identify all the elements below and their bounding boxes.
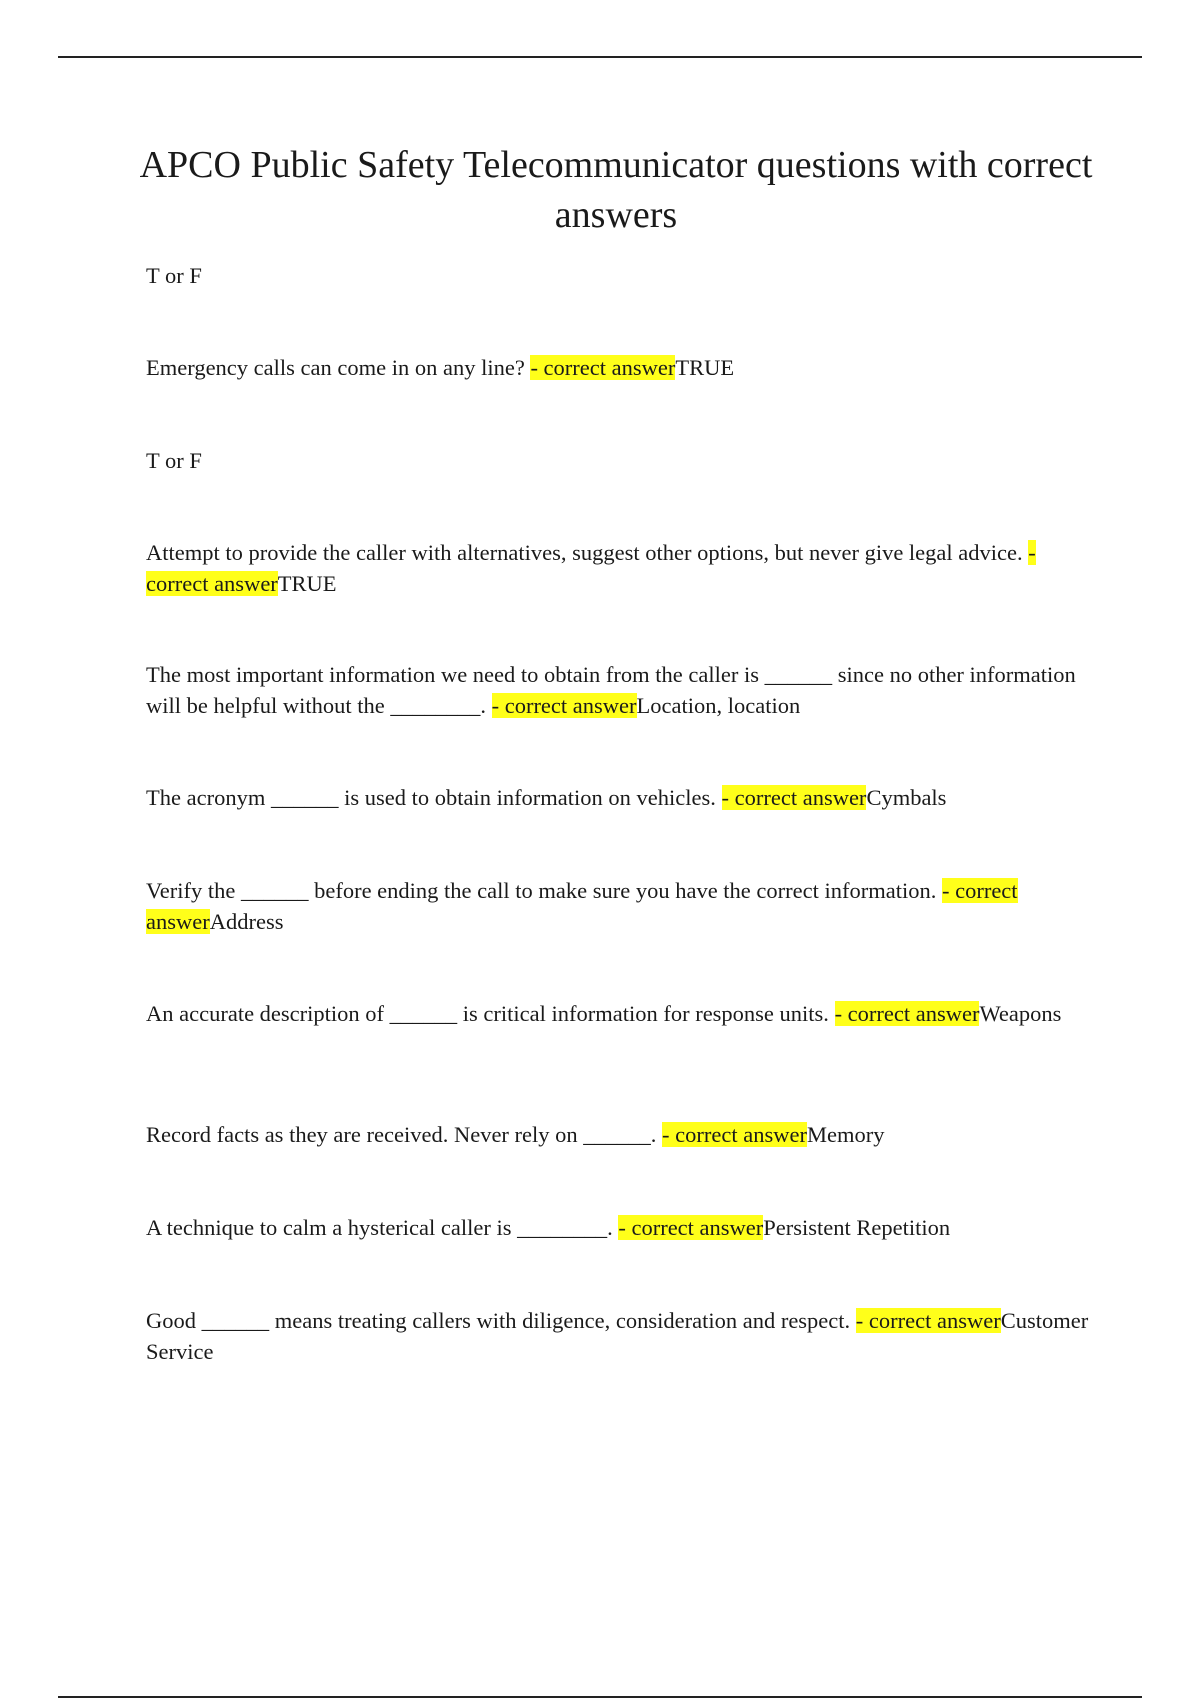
qa-item xyxy=(146,537,1096,599)
qa-item xyxy=(146,782,1096,813)
question-text: A technique to calm a hysterical caller is ________. xyxy=(146,1215,613,1240)
correct-answer-marker: - correct answer xyxy=(491,693,637,718)
answer-text: Address xyxy=(209,909,284,934)
correct-answer-marker: - correct answer xyxy=(662,1122,807,1147)
question-text: T or F xyxy=(146,448,202,473)
question-text: Emergency calls can come in on any line? xyxy=(146,355,525,380)
correct-answer-marker: - correct answer xyxy=(146,540,1036,596)
document-title: APCO Public Safety Telecommunicator questions with correct answers xyxy=(139,144,1093,236)
correct-answer-marker: - correct answer xyxy=(618,1215,764,1240)
answer-text: Persistent Repetition xyxy=(763,1215,951,1240)
qa-item xyxy=(146,445,1096,476)
qa-item xyxy=(146,1119,1096,1150)
question-text: An accurate description of ______ is critical information for response units. xyxy=(146,1001,829,1026)
question-text: The acronym ______ is used to obtain information on vehicles. xyxy=(146,785,716,810)
qa-item xyxy=(146,1305,1096,1367)
answer-text: Customer Service xyxy=(146,1308,1089,1364)
answer-text: Weapons xyxy=(979,1001,1062,1026)
qa-item xyxy=(146,875,1096,937)
answer-text: Cymbals xyxy=(866,785,947,810)
question-text: Good ______ means treating callers with diligence, consideration and respect. xyxy=(146,1308,851,1333)
header-rule xyxy=(58,56,1142,58)
footer-rule xyxy=(58,1696,1142,1698)
qa-item xyxy=(146,260,1096,291)
correct-answer-marker: - correct answer xyxy=(855,1308,1001,1333)
correct-answer-marker: - correct answer xyxy=(146,878,1018,934)
question-text: The most important information we need to obtain from the caller is ______ since no other information will be helpful without the ________. xyxy=(146,662,1076,718)
question-text: Attempt to provide the caller with alternatives, suggest other options, but never give legal advice. xyxy=(146,540,1023,565)
question-text: T or F xyxy=(146,263,202,288)
question-text: Record facts as they are received. Never rely on ______. xyxy=(146,1122,657,1147)
answer-text: TRUE xyxy=(277,571,337,596)
correct-answer-marker: - correct answer xyxy=(834,1001,980,1026)
correct-answer-marker: - correct answer xyxy=(530,355,676,380)
qa-item xyxy=(146,1212,1096,1243)
correct-answer-marker: - correct answer xyxy=(721,785,867,810)
answer-text: Location, location xyxy=(636,693,801,718)
answer-text: TRUE xyxy=(675,355,735,380)
qa-item xyxy=(146,659,1096,721)
qa-item xyxy=(146,998,1096,1029)
qa-item xyxy=(146,352,1096,383)
answer-text: Memory xyxy=(806,1122,885,1147)
question-text: Verify the ______ before ending the call to make sure you have the correct information. xyxy=(146,878,937,903)
